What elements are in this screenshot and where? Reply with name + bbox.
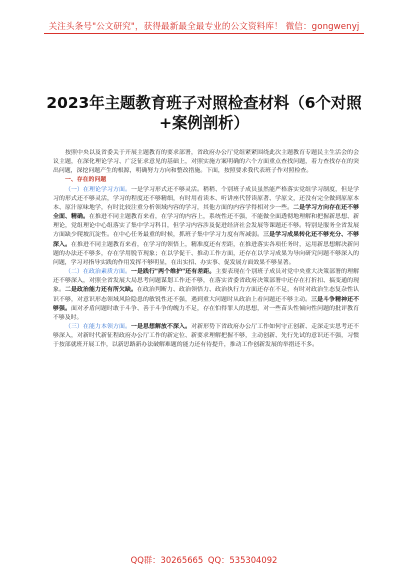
subheading-theory: （一）在理论学习方面。 <box>65 186 132 193</box>
intro-paragraph: 按照中央以及省委关于开展主题教育的要求部署，省政府办公厅党组紧紧围绕此次主题教育专题民主生活会的会议主题，在深化理论学习、广泛征求意见的基础上，对照实施方案明确的六个方面重点查找问题，着力查找存在的突出问题，深挖问题产生的根源，明确努力方向和整改措施。下面，按照要求我代表班子作对照检查。 <box>53 150 359 175</box>
theory-point-2-heading: 二是学习方向存在还不够全面、精确。 <box>53 204 360 221</box>
theory-point-3-heading: 三是学习成果转化还不够充分、不够深入。 <box>53 232 360 248</box>
paragraph-politics <box>53 268 359 323</box>
paragraph-theory <box>53 186 359 268</box>
document-body <box>53 149 359 350</box>
politics-point-1-heading: 一是践行"两个维护"还有差距。 <box>130 269 216 276</box>
ability-point-1: 对新形势下省政府办公厅工作如何守正创新、走深走实思考还不够深入，对新时代新征程政府办公厅工作的新定位、新要求理解把握不够，主动创新、先行先试的意识还不强，习惯于按部就班开展工作，以新思路新办法破解难题的能力还有待提升，推动工作创新发展的举措还不多。 <box>53 323 360 349</box>
subheading-ability: （三）在能力本领方面。 <box>65 323 132 330</box>
subheading-politics: （二）在政治素质方面。 <box>65 269 131 276</box>
header-divider <box>44 33 364 34</box>
theory-point-1: 一是学习形式还不够灵活。稍稍、个别班子成员虽然能严格落实党组学习制度，但是学习的形式还不够灵活，学习的程度还不够精细，有时用看读本、听讲座代替读原著、学原文，还没有完全做到原原本本、原汁原味地学，有时比较注重分析领域内容的学习，其他方面的内容学得相对少一些。 <box>53 186 360 211</box>
section-heading-text: 一、存在的问题 <box>65 177 107 184</box>
politics-point-3-heading: 三是斗争精神还不够强。 <box>53 296 359 312</box>
ability-point-1-heading: 一是思想解放不深入。 <box>131 323 192 330</box>
politics-point-2: 在政治判断力、政治领悟力、政治执行力方面还存在不足，有时对政治生态复杂性认识不够，对意识形态领域风险隐患的敏锐性还不强，遇到重大问题时从政治上看问题还不够主动。 <box>53 287 360 303</box>
theory-point-3: 在推进不同主题教育来看，在学习的领悟上，精准度还有差距，在推进落实各项任务时，运用新思想解决新问题的办法还不够多，存在学用脱节现象；在以学促干、推动工作方面，还存在以学习成果为导向研究问题不够深入的问题，学习对指导实践的作用发挥不够明显，在出实招、办实事、促发展方面效果不够显著。 <box>53 241 360 266</box>
document-title: 2023年主题教育班子对照检查材料（6个对照+案例剖析） <box>46 94 362 132</box>
theory-point-2: 在推进不同主题教育来看，在学习的内容上，系统性还不强，不能做全面透彻地理解和把握新思想、新理论，党组理论中心组落实了集中学习科目，但学习内容涉及促进经济社会发展等课题还不够。特别是服务全省发展方面缺少爬坡沉淀性。在中心任务最重的时候，抓班子集中学习力度有所减弱。 <box>53 214 360 239</box>
politics-point-2-heading: 二是政治能力还有所欠缺。 <box>65 287 138 294</box>
footer-qq-group: QQ群：30265665 <box>130 555 204 565</box>
footer-qq: QQ：535304092 <box>207 555 278 565</box>
section-heading <box>53 176 359 185</box>
politics-point-3: 面对矛盾问题时敢于斗争、善于斗争的魄力不足，存在怕得罪人的思想，对一些苗头性倾向性问题的批评教育不够及时。 <box>53 305 360 321</box>
politics-point-1: 主要表现在个别班子成员对党中央重大决策部署的理解还不够深入，对照全省发展大局思考问题谋划工作还不够，在落实省委省政府决策部署中还存在打折扣、搞变通的现象。 <box>53 269 360 294</box>
paragraph-ability <box>53 323 359 350</box>
header-banner: 关注头条号"公文研究"，获得最新最全最专业的公文资料库！ 微信：gongwenyj <box>48 22 360 32</box>
footer-contact <box>0 554 408 566</box>
